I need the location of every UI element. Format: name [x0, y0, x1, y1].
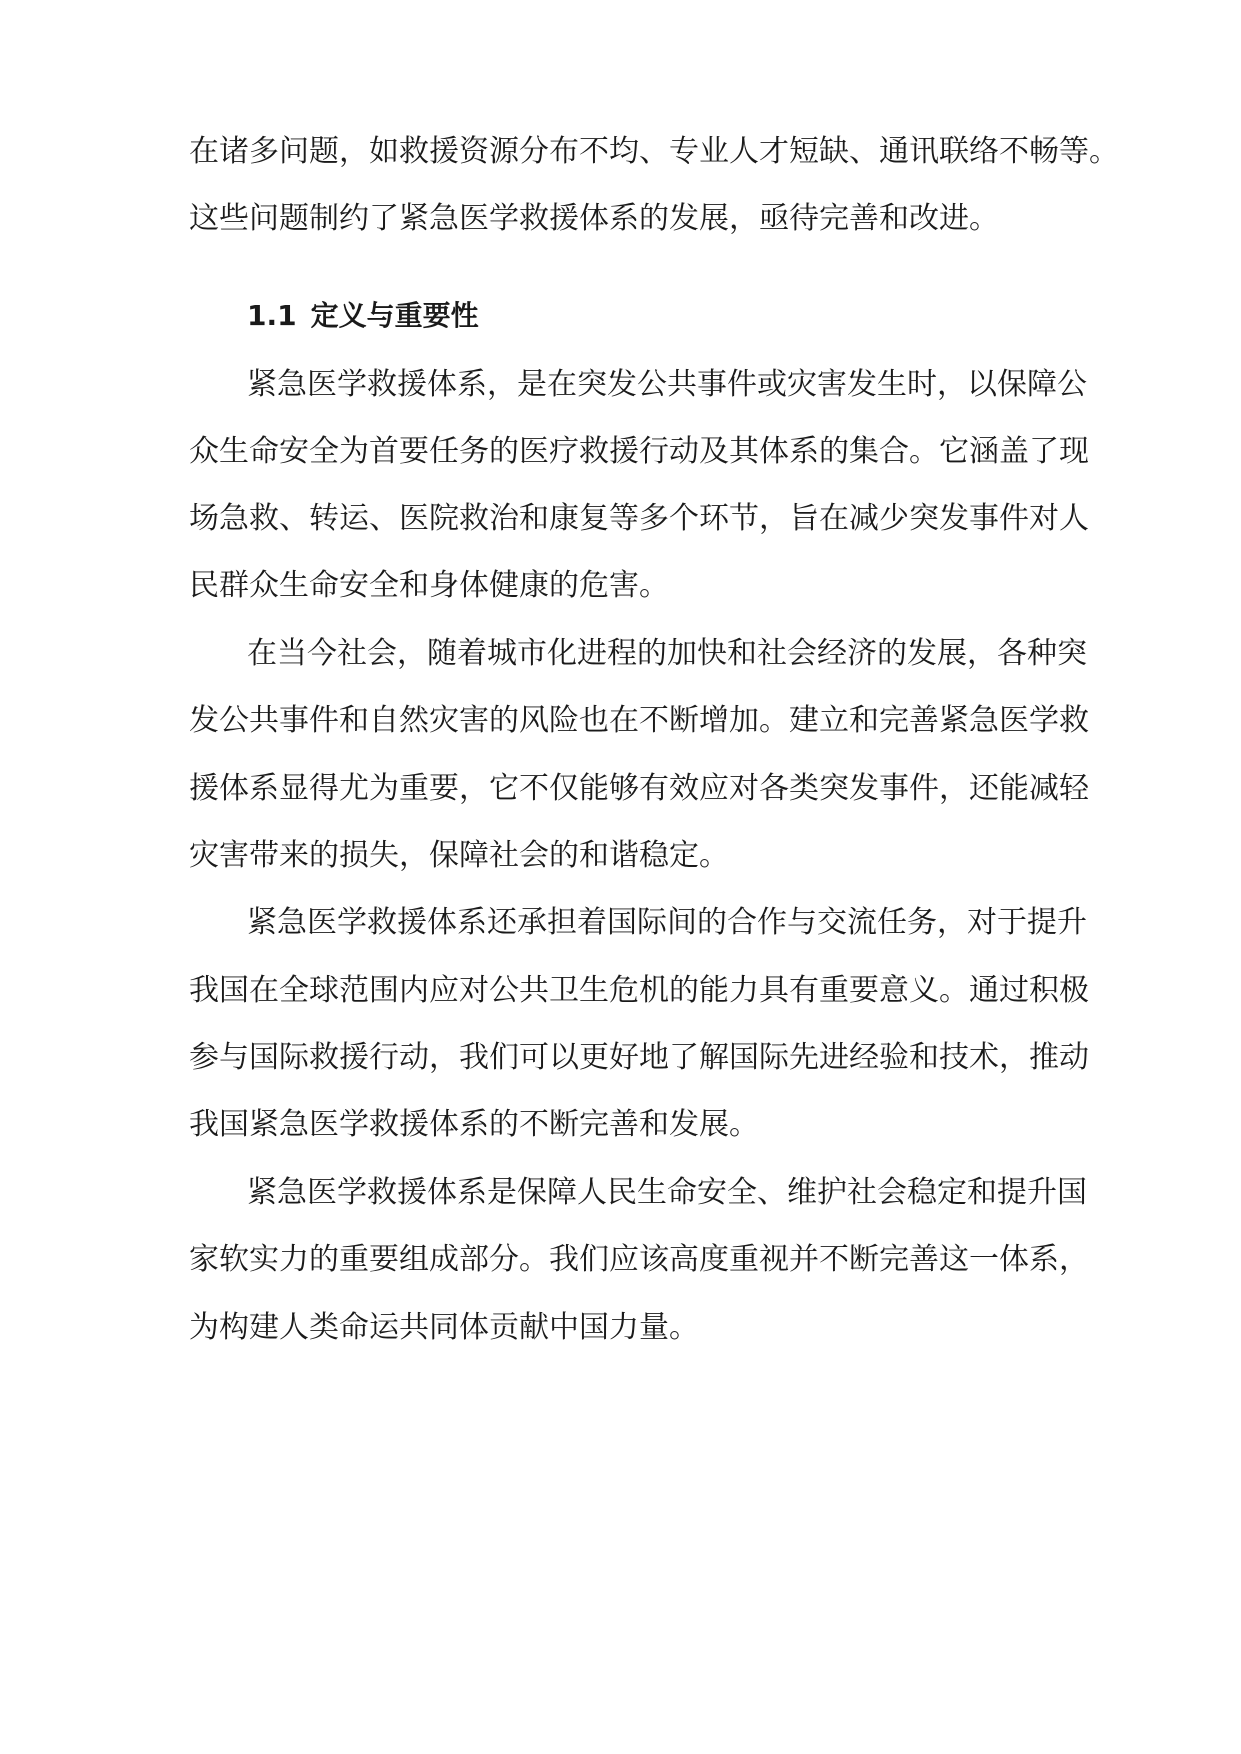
text-line: 场急救、转运、医院救治和康复等多个环节，旨在减少突发事件对人 [189, 501, 1089, 536]
text-line: 援体系显得尤为重要，它不仅能够有效应对各类突发事件，还能减轻 [189, 771, 1089, 806]
text-line: 我国在全球范围内应对公共卫生危机的能力具有重要意义。通过积极 [189, 973, 1089, 1008]
text-line: 为构建人类命运共同体贡献中国力量。 [189, 1310, 699, 1345]
section-number: 1.1 [247, 299, 297, 332]
text-line: 我国紧急医学救援体系的不断完善和发展。 [189, 1107, 759, 1142]
section-title: 定义与重要性 [310, 299, 479, 332]
text-line: 在当今社会，随着城市化进程的加快和社会经济的发展，各种突 [247, 636, 1087, 671]
text-line: 众生命安全为首要任务的医疗救援行动及其体系的集合。它涵盖了现 [189, 434, 1089, 469]
section-heading [247, 294, 479, 338]
text-line: 紧急医学救援体系是保障人民生命安全、维护社会稳定和提升国 [247, 1175, 1087, 1210]
text-line: 发公共事件和自然灾害的风险也在不断增加。建立和完善紧急医学救 [189, 703, 1089, 738]
text-line: 在诸多问题，如救援资源分布不均、专业人才短缺、通讯联络不畅等。 [189, 134, 1119, 169]
text-line: 灾害带来的损失，保障社会的和谐稳定。 [189, 838, 729, 873]
text-line: 紧急医学救援体系还承担着国际间的合作与交流任务，对于提升 [247, 905, 1087, 940]
text-line: 民群众生命安全和身体健康的危害。 [189, 568, 669, 603]
text-line: 这些问题制约了紧急医学救援体系的发展，亟待完善和改进。 [189, 201, 999, 236]
text-line: 紧急医学救援体系，是在突发公共事件或灾害发生时，以保障公 [247, 367, 1087, 402]
text-line: 家软实力的重要组成部分。我们应该高度重视并不断完善这一体系， [189, 1242, 1089, 1277]
text-line: 参与国际救援行动，我们可以更好地了解国际先进经验和技术，推动 [189, 1040, 1089, 1075]
